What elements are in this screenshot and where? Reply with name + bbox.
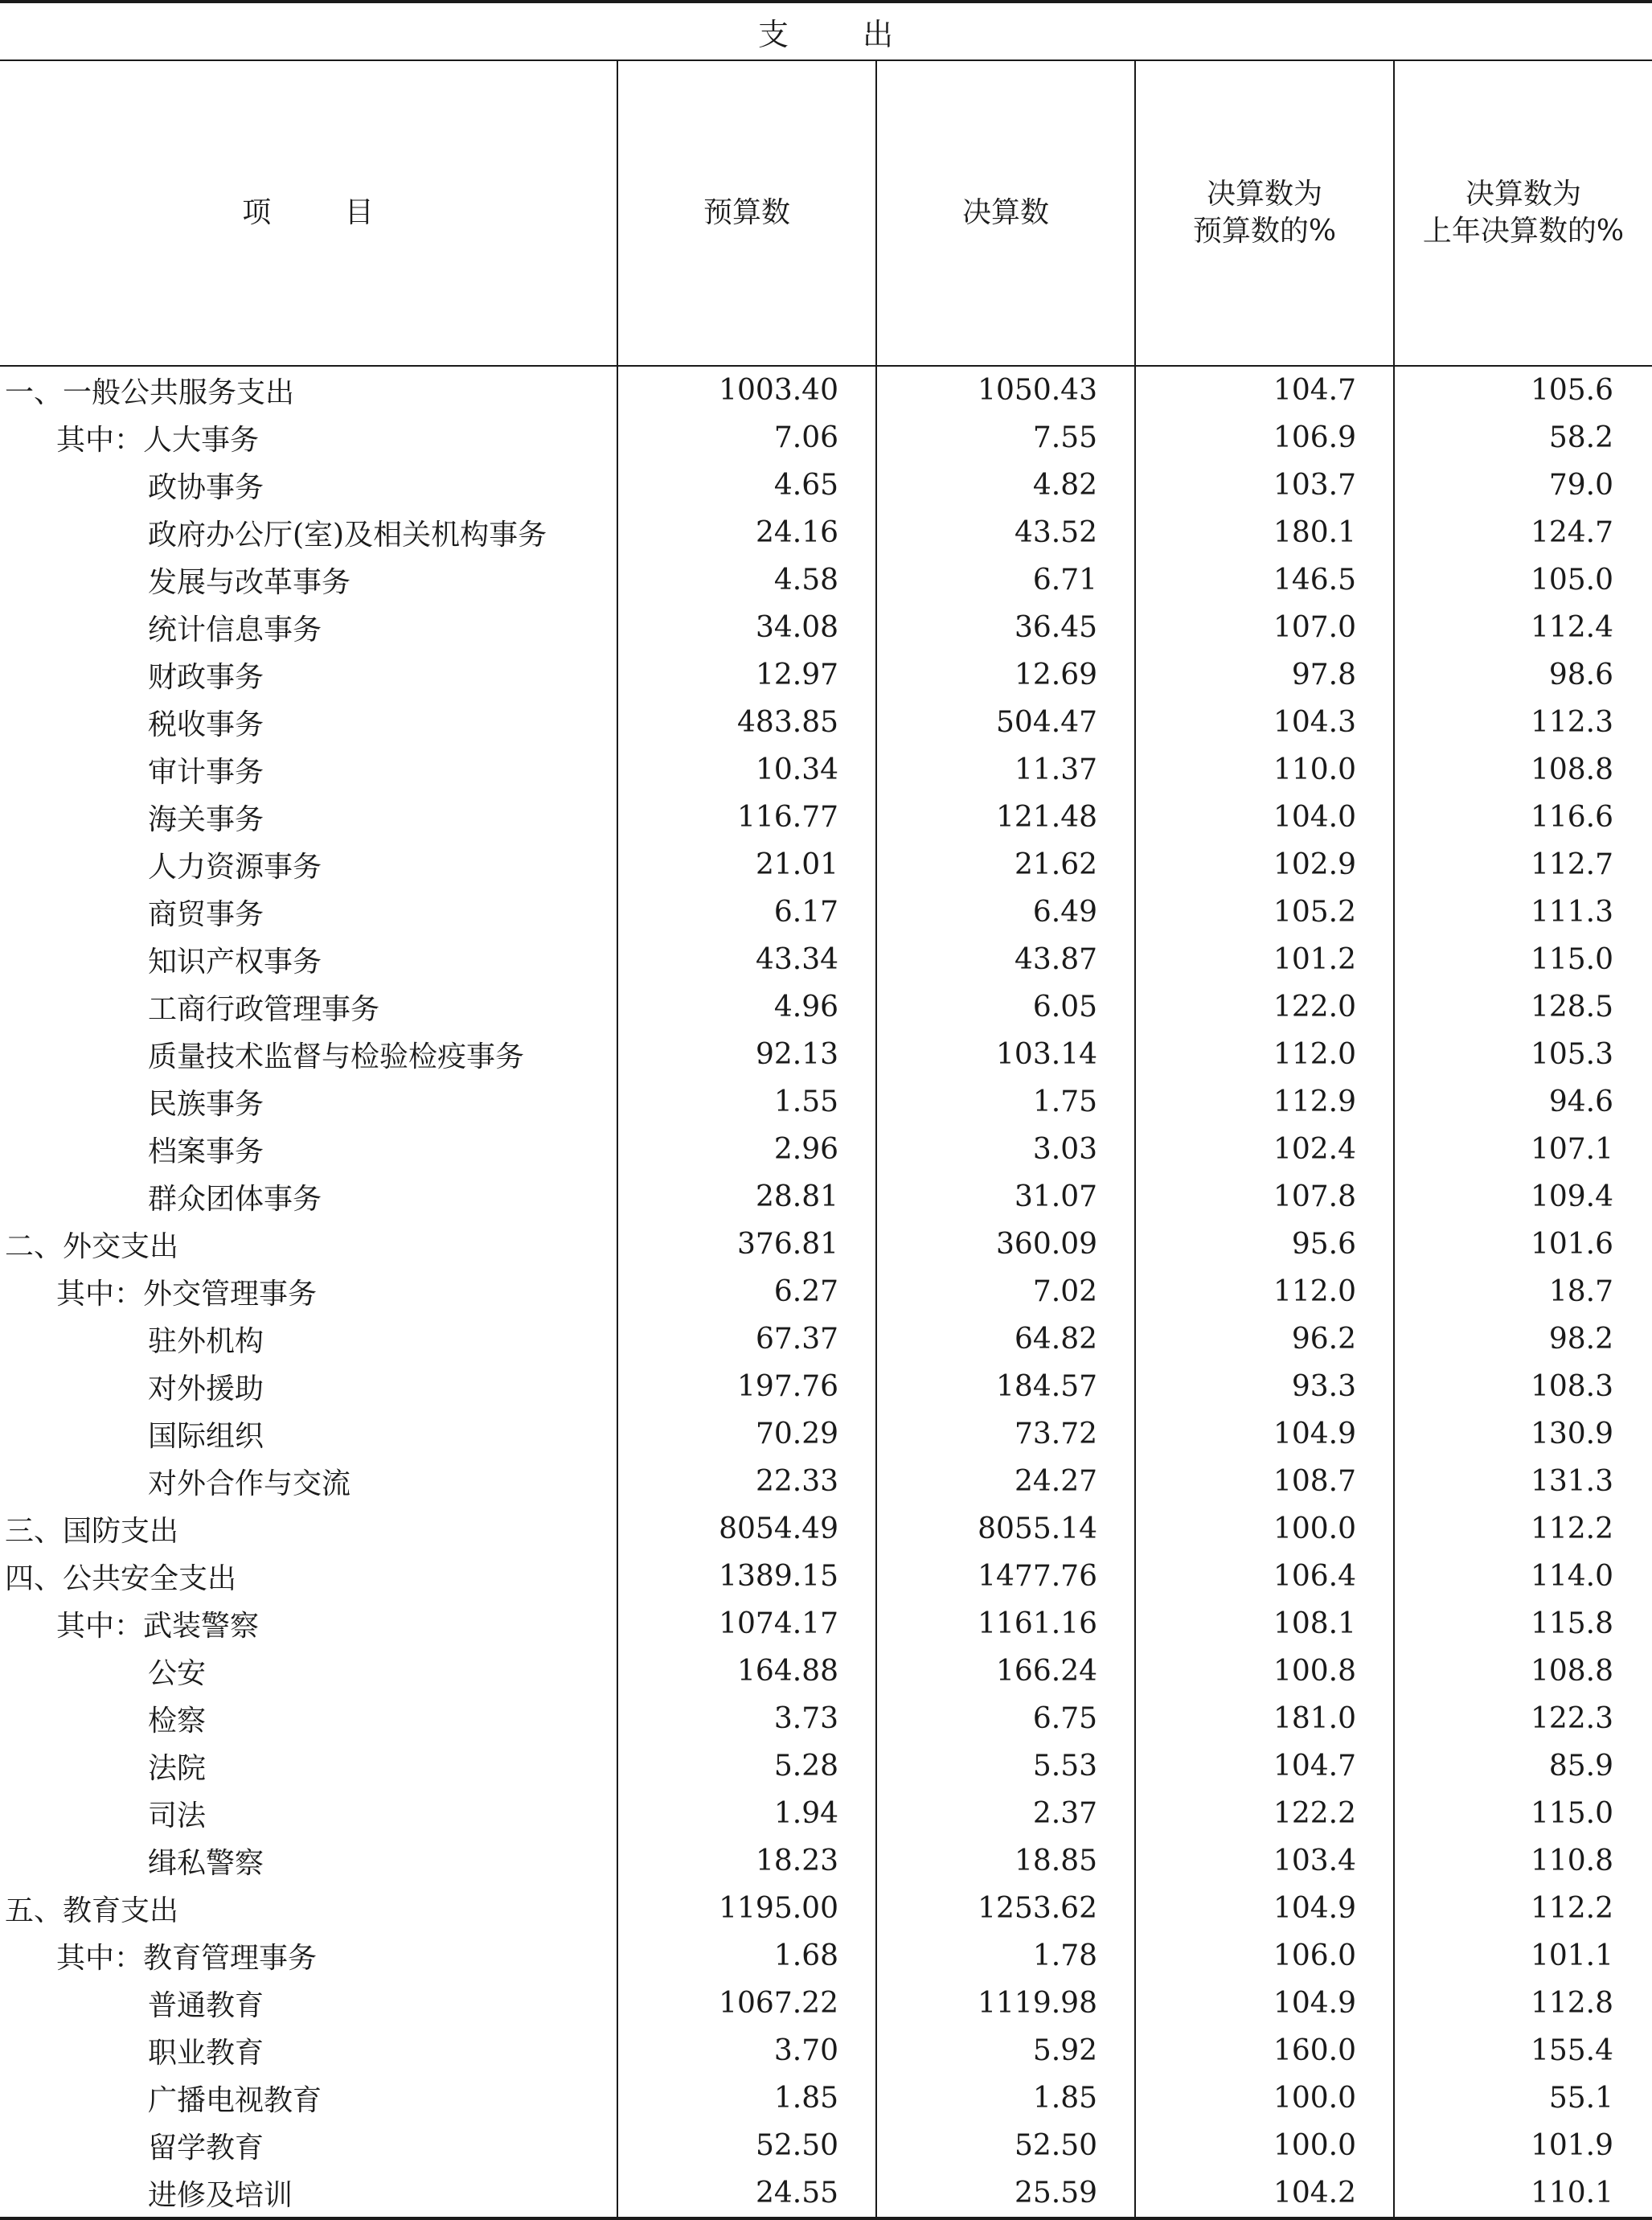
table-row <box>0 509 1652 556</box>
table-row <box>0 1648 1652 1695</box>
row-pct-budget: 100.0 <box>1135 2122 1394 2169</box>
row-pct-prev: 105.0 <box>1394 556 1652 604</box>
header-item: 项 目 <box>0 60 617 366</box>
row-pct-prev: 130.9 <box>1394 1410 1652 1458</box>
row-budget: 70.29 <box>617 1410 876 1458</box>
row-final: 1119.98 <box>876 1980 1135 2027</box>
row-pct-budget: 108.7 <box>1135 1458 1394 1505</box>
row-final: 504.47 <box>876 699 1135 746</box>
row-budget: 34.08 <box>617 604 876 651</box>
table-row <box>0 1980 1652 2027</box>
row-label: 工商行政管理事务 <box>148 993 380 1026</box>
row-pct-prev: 112.8 <box>1394 1980 1652 2027</box>
row-label: 司法 <box>148 1799 207 1832</box>
row-label: 海关事务 <box>148 803 264 836</box>
row-pct-budget: 97.8 <box>1135 651 1394 699</box>
row-label: 统计信息事务 <box>148 613 322 646</box>
header-pct-budget <box>1135 60 1394 366</box>
header-pct-prev-line2: 上年决算数的% <box>1422 215 1625 248</box>
row-pct-prev: 101.1 <box>1394 1932 1652 1980</box>
row-pct-budget: 105.2 <box>1135 888 1394 936</box>
row-final: 184.57 <box>876 1363 1135 1410</box>
row-label: 财政事务 <box>148 661 264 694</box>
row-pct-budget: 181.0 <box>1135 1695 1394 1742</box>
row-pct-prev: 98.2 <box>1394 1315 1652 1363</box>
row-label: 进修及培训 <box>0 2169 617 2218</box>
row-pct-budget: 104.7 <box>1135 1742 1394 1790</box>
row-pct-prev: 112.4 <box>1394 604 1652 651</box>
row-pct-budget: 107.0 <box>1135 604 1394 651</box>
table-row <box>0 1932 1652 1980</box>
row-pct-prev: 110.1 <box>1394 2169 1652 2218</box>
row-label: 民族事务 <box>148 1088 264 1121</box>
row-pct-budget: 122.2 <box>1135 1790 1394 1837</box>
header-final: 决算数 <box>876 60 1135 366</box>
row-label: 四、公共安全支出 <box>5 1562 237 1595</box>
table-row <box>0 2074 1652 2122</box>
row-label: 发展与改革事务 <box>148 566 351 599</box>
row-pct-budget: 122.0 <box>1135 983 1394 1031</box>
row-pct-budget: 110.0 <box>1135 746 1394 794</box>
table-row <box>0 1363 1652 1410</box>
row-pct-prev: 122.3 <box>1394 1695 1652 1742</box>
row-final: 64.82 <box>876 1315 1135 1363</box>
row-pct-prev: 94.6 <box>1394 1078 1652 1126</box>
table-row <box>0 699 1652 746</box>
table-row <box>0 1031 1652 1078</box>
table-row <box>0 1126 1652 1173</box>
table-row <box>0 1410 1652 1458</box>
row-label: 缉私警察 <box>148 1847 264 1880</box>
row-pct-budget: 103.7 <box>1135 462 1394 509</box>
row-pct-prev: 101.9 <box>1394 2122 1652 2169</box>
row-label: 政府办公厅(室)及相关机构事务 <box>148 519 547 552</box>
row-budget: 7.06 <box>617 414 876 462</box>
table-row <box>0 1790 1652 1837</box>
row-label: 档案事务 <box>148 1135 264 1168</box>
row-pct-budget: 180.1 <box>1135 509 1394 556</box>
row-pct-budget: 106.0 <box>1135 1932 1394 1980</box>
table-row <box>0 1600 1652 1648</box>
row-label: 其中：武装警察 <box>56 1610 260 1643</box>
table-row <box>0 1837 1652 1885</box>
row-pct-prev: 18.7 <box>1394 1268 1652 1315</box>
row-label: 检察 <box>148 1705 207 1738</box>
table-row <box>0 936 1652 983</box>
row-final: 31.07 <box>876 1173 1135 1221</box>
table-title-row <box>0 2 1652 60</box>
table-row <box>0 462 1652 509</box>
table-row <box>0 1268 1652 1315</box>
row-budget: 4.58 <box>617 556 876 604</box>
row-pct-budget: 100.0 <box>1135 1505 1394 1553</box>
row-pct-budget: 96.2 <box>1135 1315 1394 1363</box>
row-budget: 3.70 <box>617 2027 876 2074</box>
row-final: 6.05 <box>876 983 1135 1031</box>
table-body <box>0 366 1652 2218</box>
row-pct-prev: 101.6 <box>1394 1221 1652 1268</box>
row-pct-budget: 104.9 <box>1135 1885 1394 1932</box>
row-final: 36.45 <box>876 604 1135 651</box>
row-pct-prev: 115.8 <box>1394 1600 1652 1648</box>
table-row <box>0 556 1652 604</box>
row-final: 1161.16 <box>876 1600 1135 1648</box>
table-row <box>0 841 1652 888</box>
row-final: 25.59 <box>876 2169 1135 2218</box>
row-final: 43.52 <box>876 509 1135 556</box>
table-row <box>0 414 1652 462</box>
table-row <box>0 2169 1652 2218</box>
row-pct-budget: 112.9 <box>1135 1078 1394 1126</box>
row-pct-budget: 103.4 <box>1135 1837 1394 1885</box>
row-final: 7.55 <box>876 414 1135 462</box>
row-pct-prev: 107.1 <box>1394 1126 1652 1173</box>
row-label: 三、国防支出 <box>5 1515 179 1548</box>
row-label: 其中：外交管理事务 <box>56 1278 318 1311</box>
table-row <box>0 1078 1652 1126</box>
row-pct-prev: 116.6 <box>1394 794 1652 841</box>
row-pct-budget: 101.2 <box>1135 936 1394 983</box>
row-pct-prev: 55.1 <box>1394 2074 1652 2122</box>
row-final: 24.27 <box>876 1458 1135 1505</box>
row-pct-prev: 58.2 <box>1394 414 1652 462</box>
row-pct-prev: 112.2 <box>1394 1885 1652 1932</box>
row-budget: 2.96 <box>617 1126 876 1173</box>
row-final: 7.02 <box>876 1268 1135 1315</box>
row-final: 11.37 <box>876 746 1135 794</box>
row-final: 103.14 <box>876 1031 1135 1078</box>
row-pct-prev: 79.0 <box>1394 462 1652 509</box>
row-pct-prev: 112.7 <box>1394 841 1652 888</box>
row-label: 政协事务 <box>148 471 264 504</box>
table-row <box>0 651 1652 699</box>
row-pct-prev: 112.3 <box>1394 699 1652 746</box>
row-final: 121.48 <box>876 794 1135 841</box>
row-budget: 1.85 <box>617 2074 876 2122</box>
row-label: 五、教育支出 <box>5 1894 179 1927</box>
row-label: 人力资源事务 <box>148 851 322 884</box>
row-final: 4.82 <box>876 462 1135 509</box>
row-final: 1253.62 <box>876 1885 1135 1932</box>
row-budget: 24.55 <box>617 2169 876 2218</box>
row-pct-prev: 108.8 <box>1394 746 1652 794</box>
row-pct-prev: 131.3 <box>1394 1458 1652 1505</box>
row-label: 对外援助 <box>148 1373 264 1405</box>
row-label: 对外合作与交流 <box>148 1467 351 1500</box>
row-pct-budget: 104.0 <box>1135 794 1394 841</box>
row-budget: 6.27 <box>617 1268 876 1315</box>
row-budget: 67.37 <box>617 1315 876 1363</box>
table-row <box>0 1458 1652 1505</box>
table-row <box>0 1885 1652 1932</box>
row-pct-prev: 98.6 <box>1394 651 1652 699</box>
row-budget: 1074.17 <box>617 1600 876 1648</box>
row-pct-budget: 104.2 <box>1135 2169 1394 2218</box>
row-final: 360.09 <box>876 1221 1135 1268</box>
row-pct-budget: 146.5 <box>1135 556 1394 604</box>
table-row <box>0 983 1652 1031</box>
row-label: 一、一般公共服务支出 <box>5 376 295 409</box>
row-pct-prev: 115.0 <box>1394 1790 1652 1837</box>
row-label: 质量技术监督与检验检疫事务 <box>148 1040 525 1073</box>
row-final: 1050.43 <box>876 366 1135 414</box>
row-budget: 376.81 <box>617 1221 876 1268</box>
header-pct-budget-line2: 预算数的% <box>1192 215 1337 248</box>
row-budget: 43.34 <box>617 936 876 983</box>
row-budget: 24.16 <box>617 509 876 556</box>
row-pct-budget: 100.8 <box>1135 1648 1394 1695</box>
row-pct-prev: 155.4 <box>1394 2027 1652 2074</box>
row-pct-prev: 124.7 <box>1394 509 1652 556</box>
row-label: 商贸事务 <box>148 898 264 931</box>
row-final: 21.62 <box>876 841 1135 888</box>
row-final: 1.85 <box>876 2074 1135 2122</box>
row-pct-budget: 108.1 <box>1135 1600 1394 1648</box>
row-final: 1.78 <box>876 1932 1135 1980</box>
table-row <box>0 746 1652 794</box>
row-final: 8055.14 <box>876 1505 1135 1553</box>
row-pct-prev: 105.6 <box>1394 366 1652 414</box>
row-final: 5.92 <box>876 2027 1135 2074</box>
row-budget: 3.73 <box>617 1695 876 1742</box>
table-row <box>0 1742 1652 1790</box>
row-budget: 52.50 <box>617 2122 876 2169</box>
row-pct-prev: 85.9 <box>1394 1742 1652 1790</box>
row-final: 6.71 <box>876 556 1135 604</box>
row-budget: 8054.49 <box>617 1505 876 1553</box>
row-pct-budget: 100.0 <box>1135 2074 1394 2122</box>
header-budget: 预算数 <box>617 60 876 366</box>
row-final: 43.87 <box>876 936 1135 983</box>
row-budget: 164.88 <box>617 1648 876 1695</box>
row-label: 广播电视教育 <box>148 2084 322 2117</box>
row-budget: 1389.15 <box>617 1553 876 1600</box>
row-budget: 92.13 <box>617 1031 876 1078</box>
row-pct-prev: 128.5 <box>1394 983 1652 1031</box>
row-budget: 22.33 <box>617 1458 876 1505</box>
row-pct-budget: 102.4 <box>1135 1126 1394 1173</box>
row-pct-prev: 114.0 <box>1394 1553 1652 1600</box>
row-label: 群众团体事务 <box>148 1183 322 1216</box>
row-pct-prev: 110.8 <box>1394 1837 1652 1885</box>
row-budget: 28.81 <box>617 1173 876 1221</box>
row-pct-budget: 160.0 <box>1135 2027 1394 2074</box>
row-pct-prev: 109.4 <box>1394 1173 1652 1221</box>
row-label: 普通教育 <box>148 1989 264 2022</box>
row-budget: 1195.00 <box>617 1885 876 1932</box>
row-final: 6.49 <box>876 888 1135 936</box>
row-final: 5.53 <box>876 1742 1135 1790</box>
row-pct-budget: 104.7 <box>1135 366 1394 414</box>
table-row <box>0 1315 1652 1363</box>
row-budget: 21.01 <box>617 841 876 888</box>
row-pct-prev: 115.0 <box>1394 936 1652 983</box>
table-row <box>0 888 1652 936</box>
row-budget: 1.94 <box>617 1790 876 1837</box>
table-row <box>0 604 1652 651</box>
header-pct-prev-line1: 决算数为 <box>1465 178 1582 211</box>
row-budget: 1.68 <box>617 1932 876 1980</box>
row-pct-prev: 105.3 <box>1394 1031 1652 1078</box>
row-budget: 116.77 <box>617 794 876 841</box>
row-budget: 483.85 <box>617 699 876 746</box>
row-label: 驻外机构 <box>148 1325 264 1358</box>
row-label: 留学教育 <box>148 2132 264 2165</box>
row-final: 52.50 <box>876 2122 1135 2169</box>
table-row <box>0 1221 1652 1268</box>
row-pct-budget: 112.0 <box>1135 1031 1394 1078</box>
row-label: 审计事务 <box>148 756 264 789</box>
row-budget: 6.17 <box>617 888 876 936</box>
row-pct-budget: 112.0 <box>1135 1268 1394 1315</box>
row-pct-budget: 106.4 <box>1135 1553 1394 1600</box>
row-budget: 197.76 <box>617 1363 876 1410</box>
row-pct-budget: 93.3 <box>1135 1363 1394 1410</box>
row-budget: 1003.40 <box>617 366 876 414</box>
table-row <box>0 1505 1652 1553</box>
row-label: 知识产权事务 <box>148 946 322 979</box>
row-budget: 4.96 <box>617 983 876 1031</box>
header-pct-prev <box>1394 60 1652 366</box>
row-pct-budget: 107.8 <box>1135 1173 1394 1221</box>
row-final: 6.75 <box>876 1695 1135 1742</box>
row-pct-prev: 112.2 <box>1394 1505 1652 1553</box>
row-budget: 1067.22 <box>617 1980 876 2027</box>
table-row <box>0 1553 1652 1600</box>
row-label: 公安 <box>148 1657 207 1690</box>
row-pct-budget: 104.9 <box>1135 1980 1394 2027</box>
row-final: 73.72 <box>876 1410 1135 1458</box>
row-pct-prev: 108.3 <box>1394 1363 1652 1410</box>
row-budget: 1.55 <box>617 1078 876 1126</box>
row-budget: 4.65 <box>617 462 876 509</box>
table-row <box>0 1173 1652 1221</box>
header-pct-budget-line1: 决算数为 <box>1206 178 1322 211</box>
row-label: 国际组织 <box>148 1420 264 1453</box>
table-row <box>0 2027 1652 2074</box>
table-row <box>0 366 1652 414</box>
row-label: 其中：人大事务 <box>56 424 260 457</box>
row-final: 2.37 <box>876 1790 1135 1837</box>
row-final: 12.69 <box>876 651 1135 699</box>
row-label: 法院 <box>148 1752 207 1785</box>
row-pct-budget: 104.3 <box>1135 699 1394 746</box>
column-header-row <box>0 60 1652 366</box>
row-final: 1477.76 <box>876 1553 1135 1600</box>
table-row <box>0 794 1652 841</box>
row-pct-budget: 104.9 <box>1135 1410 1394 1458</box>
row-label: 其中：教育管理事务 <box>56 1942 318 1975</box>
row-budget: 18.23 <box>617 1837 876 1885</box>
row-label: 职业教育 <box>148 2037 264 2070</box>
table-row <box>0 1695 1652 1742</box>
row-final: 1.75 <box>876 1078 1135 1126</box>
row-pct-budget: 106.9 <box>1135 414 1394 462</box>
row-final: 18.85 <box>876 1837 1135 1885</box>
row-budget: 10.34 <box>617 746 876 794</box>
row-label: 二、外交支出 <box>5 1230 179 1263</box>
row-final: 3.03 <box>876 1126 1135 1173</box>
table-row <box>0 2122 1652 2169</box>
row-budget: 5.28 <box>617 1742 876 1790</box>
row-pct-budget: 95.6 <box>1135 1221 1394 1268</box>
row-pct-prev: 111.3 <box>1394 888 1652 936</box>
table-title: 支 出 <box>0 2 1652 60</box>
row-label: 税收事务 <box>148 708 264 741</box>
row-pct-budget: 102.9 <box>1135 841 1394 888</box>
row-pct-prev: 108.8 <box>1394 1648 1652 1695</box>
row-budget: 12.97 <box>617 651 876 699</box>
row-final: 166.24 <box>876 1648 1135 1695</box>
